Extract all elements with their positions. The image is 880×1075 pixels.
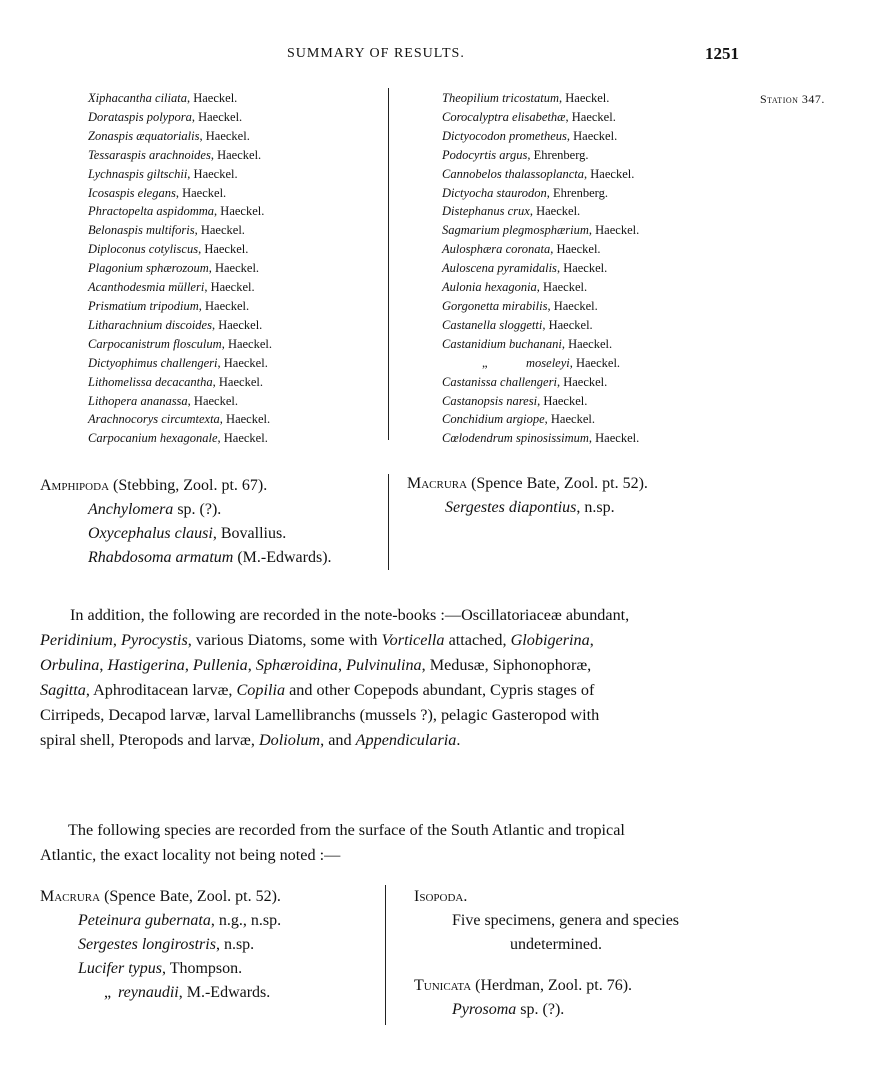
authority: Haeckel. xyxy=(205,128,250,143)
species-name: Pyrosoma xyxy=(452,1001,517,1018)
list-item: Carpocanistrum flosculum, Haeckel. xyxy=(88,336,273,351)
list-item xyxy=(445,496,648,520)
ditto-mark: „ xyxy=(482,355,488,370)
genus-name: Zonaspis xyxy=(88,128,134,143)
paragraph-line: Orbulina, Hastigerina, Pullenia, Sphæroidina, Pulvinulina, Medusæ, Siphonophoræ, xyxy=(40,656,592,674)
epithet: crux xyxy=(507,204,530,219)
macrura-ref: (Spence Bate, Zool. pt. 52). xyxy=(467,475,648,492)
list-item: Lithopera ananassa, Haeckel. xyxy=(88,393,238,408)
species-rest: (M.-Edwards). xyxy=(233,549,332,566)
column-divider xyxy=(385,885,386,1025)
authority: Haeckel. xyxy=(568,336,613,351)
isopoda-heading: Isopoda. xyxy=(414,888,468,905)
epithet: mülleri xyxy=(168,280,205,295)
epithet: sloggetti xyxy=(499,317,543,332)
list-item: Diploconus cotyliscus, Haeckel. xyxy=(88,242,249,257)
genus-name: Lithopera xyxy=(88,393,138,408)
list-item: Conchidium argiope, Haeckel. xyxy=(442,412,595,427)
running-title: SUMMARY OF RESULTS. xyxy=(287,46,465,61)
epithet: giltschii xyxy=(147,166,188,181)
species-name: Sergestes diapontius xyxy=(445,499,577,516)
list-item: Litharachnium discoides, Haeckel. xyxy=(88,317,263,332)
authority: Haeckel. xyxy=(543,393,588,408)
epithet: plegmosphærium xyxy=(502,223,589,238)
genus-name: Castanopsis xyxy=(442,393,504,408)
authority: Haeckel. xyxy=(205,298,250,313)
list-item: Prismatium tripodium, Haeckel. xyxy=(88,298,250,313)
authority: Haeckel. xyxy=(553,298,598,313)
list-item: Cannobelos thalassoplancta, Haeckel. xyxy=(442,166,635,181)
list-item: Acanthodesmia mülleri, Haeckel. xyxy=(88,280,255,295)
tunicata-name: Tunicata xyxy=(414,977,472,994)
genus-name: Xiphacantha xyxy=(88,91,152,105)
authority: Haeckel. xyxy=(220,204,265,219)
list-item: Dictyocha staurodon, Ehrenberg. xyxy=(442,185,608,200)
list-item: Xiphacantha ciliata, Haeckel. xyxy=(88,91,238,105)
list-item xyxy=(78,957,281,981)
genus-name: Podocyrtis xyxy=(442,147,497,162)
authority: Haeckel. xyxy=(227,336,273,351)
genus-name: Dictyocodon xyxy=(442,128,506,143)
radiolaria-left-list xyxy=(88,89,272,448)
surface-paragraph xyxy=(40,818,625,868)
list-item: Icosaspis elegans, Haeckel. xyxy=(88,185,227,200)
species-name: Peteinura gubernata xyxy=(78,912,211,929)
amphipoda-heading xyxy=(40,474,332,498)
list-item: Castanissa challengeri, Haeckel. xyxy=(442,374,608,389)
genus-name: Distephanus xyxy=(442,204,505,219)
authority: Haeckel. xyxy=(556,242,601,257)
epithet: hexagonale xyxy=(159,431,218,446)
epithet: flosculum xyxy=(173,336,222,351)
list-item: Gorgonetta mirabilis, Haeckel. xyxy=(442,298,598,313)
epithet: aspidomma xyxy=(156,204,215,219)
epithet: decacantha xyxy=(155,374,213,389)
genus-name: Lithomelissa xyxy=(88,374,152,389)
authority: Haeckel. xyxy=(218,317,263,332)
epithet: spinosissimum xyxy=(515,431,589,446)
species-rest: , Thompson. xyxy=(162,960,243,977)
genus-name: Plagonium xyxy=(88,261,143,276)
genus-name: Gorgonetta xyxy=(442,298,500,313)
isopoda-line: Five specimens, genera and species xyxy=(452,912,680,929)
list-item xyxy=(88,522,332,546)
authority: Haeckel. xyxy=(214,261,260,276)
authority: Haeckel. xyxy=(548,317,593,332)
macrura-section-2 xyxy=(40,885,281,1005)
list-item: Corocalyptra elisabethæ, Haeckel. xyxy=(442,109,616,124)
authority: Haeckel. xyxy=(204,242,249,257)
species-name: Sergestes longirostris xyxy=(78,936,216,953)
genus-name: Castanissa xyxy=(442,374,497,389)
epithet: tricostatum xyxy=(502,91,560,105)
list-item: Aulonia hexagonia, Haeckel. xyxy=(442,280,588,295)
authority: Haeckel. xyxy=(571,109,616,124)
authority: Haeckel. xyxy=(595,431,640,446)
epithet: ananassa xyxy=(140,393,188,408)
authority: Haeckel. xyxy=(550,412,595,427)
epithet: naresi xyxy=(506,393,538,408)
epithet: mirabilis xyxy=(502,298,548,313)
authority: Haeckel. xyxy=(193,393,238,408)
list-item: Auloscena pyramidalis, Haeckel. xyxy=(442,261,608,276)
epithet: challengeri xyxy=(500,374,557,389)
list-item: Castanopsis naresi, Haeckel. xyxy=(442,393,588,408)
genus-name: Castanella xyxy=(442,317,497,332)
paragraph-line: The following species are recorded from the surface of the South Atlantic and tropical xyxy=(68,821,625,839)
epithet: argiope xyxy=(506,412,545,427)
authority: Haeckel. xyxy=(226,412,271,427)
epithet: discoides xyxy=(165,317,212,332)
authority: Haeckel. xyxy=(198,109,243,124)
authority: Haeckel. xyxy=(217,147,262,162)
genus-name: Litharachnium xyxy=(88,317,163,332)
list-item xyxy=(78,909,281,933)
species-rest: , n.g., n.sp. xyxy=(210,912,282,929)
list-item xyxy=(78,933,281,957)
genus-name: Dictyocha xyxy=(442,185,494,200)
authority: Ehrenberg. xyxy=(553,185,608,200)
genus-name: Auloscena xyxy=(442,261,495,276)
list-item xyxy=(88,498,332,522)
page-number: 1251 xyxy=(705,44,739,63)
epithet: hexagonia xyxy=(484,280,537,295)
epithet: elisabethæ xyxy=(512,109,566,124)
authority: Haeckel. xyxy=(218,374,263,389)
epithet: arachnoides xyxy=(149,147,211,162)
authority: Haeckel. xyxy=(182,185,227,200)
list-item: Plagonium sphærozoum, Haeckel. xyxy=(88,261,260,276)
tunicata-ref: (Herdman, Zool. pt. 76). xyxy=(471,977,633,994)
ditto-mark: „ xyxy=(104,984,112,1001)
station-label: Station 347. xyxy=(760,92,825,106)
epithet: æquatorialis xyxy=(136,128,200,143)
epithet: cotyliscus xyxy=(148,242,199,257)
epithet: challengeri xyxy=(160,355,218,370)
genus-name: Diploconus xyxy=(88,242,146,257)
genus-name: Acanthodesmia xyxy=(88,280,166,295)
isopoda-line: undetermined. xyxy=(510,936,602,953)
species-rest: , Bovallius. xyxy=(212,525,287,542)
tunicata-section xyxy=(414,974,632,1022)
list-item: Carpocanium hexagonale, Haeckel. xyxy=(88,431,268,446)
species-rest: sp. (?). xyxy=(516,1001,565,1018)
amphipoda-name: Amphipoda xyxy=(40,477,110,494)
macrura-section xyxy=(407,472,648,520)
genus-name: Sagmarium xyxy=(442,223,500,238)
list-item: Tessaraspis arachnoides, Haeckel. xyxy=(88,147,262,162)
genus-name: Carpocanium xyxy=(88,431,157,446)
authority: Haeckel. xyxy=(595,223,640,238)
species-rest: sp. (?). xyxy=(173,501,222,518)
list-item xyxy=(452,998,632,1022)
epithet: elegans xyxy=(137,185,176,200)
column-divider xyxy=(388,88,389,440)
list-item: Phractopelta aspidomma, Haeckel. xyxy=(88,204,265,219)
list-item: Podocyrtis argus, Ehrenberg. xyxy=(442,147,589,162)
list-item: Zonaspis æquatorialis, Haeckel. xyxy=(88,128,250,143)
epithet: coronata xyxy=(505,242,551,257)
species-name: reynaudii xyxy=(118,984,179,1001)
paragraph-line: Peridinium, Pyrocystis, various Diatoms, some with Vorticella attached, Globigerina, xyxy=(40,631,594,649)
authority: Haeckel. xyxy=(573,128,618,143)
paragraph-line: Sagitta, Aphroditacean larvæ, Copilia and other Copepods abundant, Cypris stages of xyxy=(40,681,595,699)
epithet: moseleyi xyxy=(526,355,570,370)
genus-name: Dictyophimus xyxy=(88,355,158,370)
macrura-heading xyxy=(407,472,648,496)
genus-name: Dorataspis xyxy=(88,109,144,124)
macrura-heading xyxy=(40,885,281,909)
list-item: Dictyophimus challengeri, Haeckel. xyxy=(88,355,268,370)
genus-name: Aulonia xyxy=(442,280,482,295)
list-item: Lithomelissa decacantha, Haeckel. xyxy=(88,374,263,389)
epithet: tripodium xyxy=(149,298,199,313)
list-item: Castanidium buchanani, Haeckel. xyxy=(442,336,613,351)
species-rest: , M.-Edwards. xyxy=(178,984,271,1001)
authority: Haeckel. xyxy=(193,166,238,181)
epithet: multiforis xyxy=(145,223,195,238)
epithet: sphærozoum xyxy=(145,261,209,276)
genus-name: Corocalyptra xyxy=(442,109,509,124)
epithet: buchanani xyxy=(509,336,562,351)
authority: Haeckel. xyxy=(223,355,268,370)
species-name: Anchylomera xyxy=(88,501,174,518)
authority: Haeckel. xyxy=(590,166,635,181)
paragraph-line: In addition, the following are recorded in the note-books :—Oscillatoriaceæ abundant, xyxy=(70,606,630,624)
epithet: pyramidalis xyxy=(497,261,557,276)
authority: Haeckel. xyxy=(565,91,610,105)
genus-name: Castanidium xyxy=(442,336,506,351)
list-item xyxy=(88,546,332,570)
species-rest: , n.sp. xyxy=(576,499,615,516)
authority: Haeckel. xyxy=(563,374,608,389)
list-item xyxy=(78,981,281,1005)
list-item: Aulosphæra coronata, Haeckel. xyxy=(442,242,601,257)
amphipoda-section xyxy=(40,474,332,570)
macrura-name: Macrura xyxy=(40,888,101,905)
genus-name: Aulosphæra xyxy=(442,242,503,257)
genus-name: Arachnocorys xyxy=(88,412,159,427)
genus-name: Lychnaspis xyxy=(88,166,144,181)
notes-paragraph xyxy=(40,603,629,753)
list-item: Arachnocorys circumtexta, Haeckel. xyxy=(88,412,271,427)
genus-name: Carpocanistrum xyxy=(88,336,170,351)
genus-name: Belonaspis xyxy=(88,223,143,238)
epithet: argus xyxy=(499,147,528,162)
authority: Haeckel. xyxy=(193,91,238,105)
authority: Haeckel. xyxy=(575,355,621,370)
list-item: Belonaspis multiforis, Haeckel. xyxy=(88,223,245,238)
genus-name: Theopilium xyxy=(442,91,499,105)
macrura-ref: (Spence Bate, Zool. pt. 52). xyxy=(100,888,281,905)
list-item: Distephanus crux, Haeckel. xyxy=(442,204,581,219)
list-item: Castanella sloggetti, Haeckel. xyxy=(442,317,593,332)
genus-name: Phractopelta xyxy=(88,204,154,219)
list-item: Lychnaspis giltschii, Haeckel. xyxy=(88,166,238,181)
macrura-name: Macrura xyxy=(407,475,468,492)
epithet: staurodon xyxy=(496,185,547,200)
list-item: Cœlodendrum spinosissimum, Haeckel. xyxy=(442,431,640,446)
epithet: prometheus xyxy=(509,128,567,143)
species-name: Rhabdosoma armatum xyxy=(88,549,234,566)
genus-name: Conchidium xyxy=(442,412,504,427)
genus-name: Tessaraspis xyxy=(88,147,146,162)
column-divider xyxy=(388,474,389,570)
genus-name: Cannobelos xyxy=(442,166,502,181)
radiolaria-right-list xyxy=(442,89,639,448)
genus-name: Cœlodendrum xyxy=(442,431,513,446)
authority: Haeckel. xyxy=(223,431,268,446)
paragraph-line: Cirripeds, Decapod larvæ, larval Lamellibranchs (mussels ?), pelagic Gasteropod with xyxy=(40,706,600,724)
list-item: Theopilium tricostatum, Haeckel. xyxy=(442,91,610,105)
paragraph-line: spiral shell, Pteropods and larvæ, Doliolum, and Appendicularia. xyxy=(40,731,461,749)
tunicata-heading xyxy=(414,974,632,998)
list-item: Sagmarium plegmosphærium, Haeckel. xyxy=(442,223,640,238)
epithet: thalassoplancta xyxy=(504,166,585,181)
genus-name: Prismatium xyxy=(88,298,147,313)
species-rest: , n.sp. xyxy=(215,936,255,953)
paragraph-line: Atlantic, the exact locality not being noted :— xyxy=(40,846,341,864)
list-item: Dorataspis polypora, Haeckel. xyxy=(88,109,243,124)
species-name: Oxycephalus clausi xyxy=(88,525,213,542)
authority: Haeckel. xyxy=(563,261,608,276)
genus-name: Icosaspis xyxy=(88,185,135,200)
list-item: Dictyocodon prometheus, Haeckel. xyxy=(442,128,618,143)
amphipoda-ref: (Stebbing, Zool. pt. 67). xyxy=(109,477,268,494)
authority: Haeckel. xyxy=(536,204,581,219)
authority: Haeckel. xyxy=(200,223,245,238)
epithet: ciliata xyxy=(155,91,187,105)
authority: Ehrenberg. xyxy=(533,147,589,162)
species-name: Lucifer typus xyxy=(78,960,162,977)
epithet: circumtexta xyxy=(161,412,220,427)
list-item: „ moseleyi, Haeckel. xyxy=(442,354,639,373)
authority: Haeckel. xyxy=(543,280,588,295)
epithet: polypora xyxy=(146,109,192,124)
isopoda-section xyxy=(414,885,679,957)
authority: Haeckel. xyxy=(210,280,255,295)
